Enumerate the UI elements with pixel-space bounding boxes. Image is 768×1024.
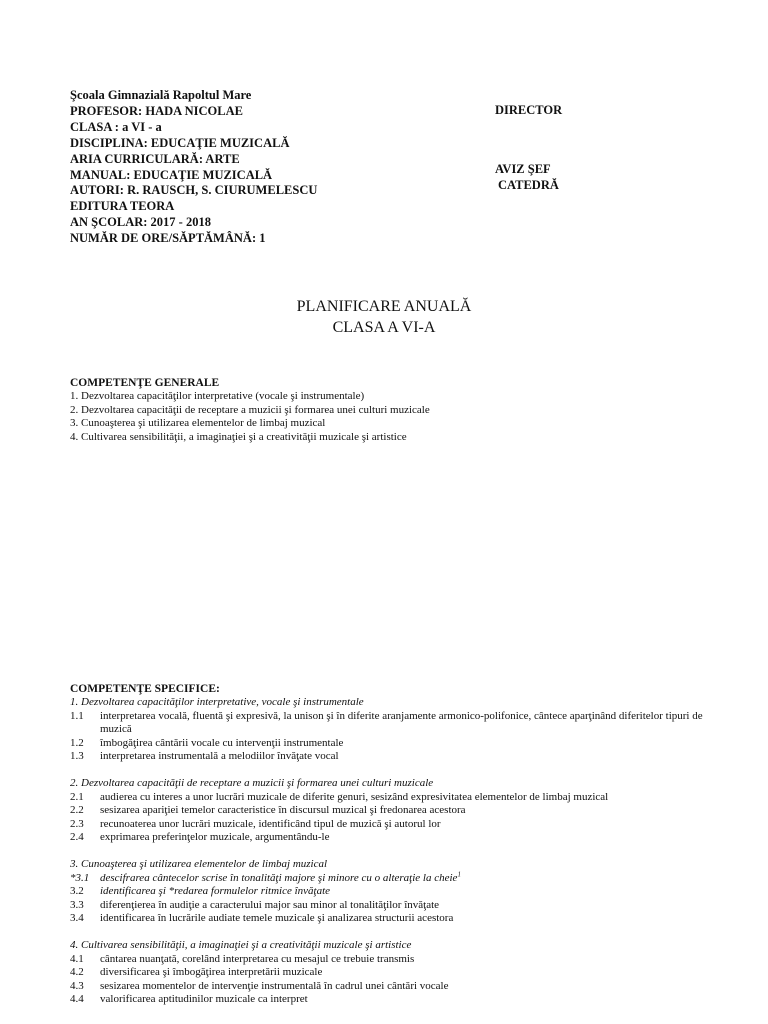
item-text: diversificarea şi îmbogăţirea interpretării muzicale	[100, 966, 323, 979]
director-label: DIRECTOR	[495, 103, 563, 117]
specific-competences-section	[70, 682, 720, 1020]
list-item	[70, 710, 720, 737]
item-text: recunoaterea unor lucrări muzicale, identificând tipul de muzică şi autorul lor	[100, 817, 441, 830]
list-item	[70, 831, 720, 845]
competence-group-3	[70, 858, 720, 926]
item-number: 4.4	[70, 993, 84, 1006]
item-number: 1.2	[70, 736, 84, 749]
item-number: 4.1	[70, 952, 84, 965]
item-number: 2.1	[70, 790, 84, 803]
item-text	[100, 869, 720, 886]
item-number: 2.3	[70, 817, 84, 830]
item-text: valorificarea aptitudinilor muzicale ca interpret	[100, 993, 308, 1006]
group-title: 2. Dezvoltarea capacităţii de receptare a muzicii şi formarea unei culturi muzicale	[70, 776, 434, 789]
approval-label: AVIZ ŞEF	[495, 162, 551, 176]
hours-per-week-line: NUMĂR DE ORE/SĂPTĂMÂNĂ: 1	[70, 231, 266, 246]
item-text: identificarea şi *redarea formulelor ritmice învăţate	[100, 885, 331, 898]
group-title: 4. Cultivarea sensibilităţii, a imaginaţiei şi a creativităţii muzicale şi artistice	[70, 938, 412, 951]
publisher-line: EDITURA TEORA	[70, 199, 175, 214]
group-title: 3. Cunoaşterea şi utilizarea elementelor de limbaj muzical	[70, 857, 328, 870]
item-number: 1.3	[70, 750, 84, 763]
teacher-line: PROFESOR: HADA NICOLAE	[70, 103, 243, 118]
item-number: 4.3	[70, 979, 84, 992]
list-item	[70, 818, 720, 832]
item-text: interpretarea vocală, fluentă şi expresivă, la unison şi în diferite aranjamente armonico-polifonice, cântece aparţinând diferitelor tipuri de muzică	[100, 709, 703, 736]
general-competence-item: 2. Dezvoltarea capacităţii de receptare a muzicii şi formarea unei culturi muzicale	[70, 403, 430, 416]
approval-block	[495, 162, 559, 194]
authors-line: AUTORI: R. RAUSCH, S. CIURUMELESCU	[70, 183, 318, 198]
item-text: exprimarea preferinţelor muzicale, argumentându-le	[100, 831, 330, 844]
title-line-2: CLASA A VI-A	[332, 319, 436, 336]
general-competence-item: 4. Cultivarea sensibilităţii, a imaginaţiei şi a creativităţii muzicale şi artistice	[70, 430, 407, 443]
list-item	[70, 953, 720, 967]
item-text: diferenţierea în audiţie a caracterului major sau minor al tonalităţilor învăţate	[100, 898, 440, 911]
item-text: cântarea nuanţată, corelând interpretarea cu mesajul ce trebuie transmis	[100, 952, 415, 965]
list-item	[70, 993, 720, 1007]
list-item	[70, 750, 720, 764]
item-text: interpretarea instrumentală a melodiilor învăţate vocal	[100, 750, 339, 763]
list-item	[70, 791, 720, 805]
competence-group-4	[70, 939, 720, 1007]
general-competences-heading: COMPETENŢE GENERALE	[70, 377, 220, 389]
item-number: *3.1	[70, 871, 90, 884]
list-item	[70, 737, 720, 751]
school-year-line: AN ŞCOLAR: 2017 - 2018	[70, 215, 211, 230]
general-competences-section	[70, 376, 710, 444]
manual-line: MANUAL: EDUCAŢIE MUZICALĂ	[70, 167, 273, 182]
list-item	[70, 980, 720, 994]
item-text: sesizarea momentelor de intervenţie instrumentală în cadrul unei cântări vocale	[100, 979, 449, 992]
discipline-line: DISCIPLINA: EDUCAŢIE MUZICALĂ	[70, 135, 290, 150]
item-number: 2.4	[70, 831, 84, 844]
item-text-main: descifrarea cântecelor scrise în tonalităţi majore şi minore cu o alteraţie la cheie	[100, 871, 458, 884]
list-item	[70, 899, 720, 913]
item-number: 3.3	[70, 898, 84, 911]
school-name: Şcoala Gimnazială Rapoltul Mare	[70, 88, 252, 102]
class-line: CLASA : a VI - a	[70, 119, 162, 134]
list-item	[70, 869, 720, 886]
title-line-1: PLANIFICARE ANUALĂ	[296, 298, 472, 315]
document-header	[70, 88, 490, 247]
specific-competences-heading: COMPETENŢE SPECIFICE:	[70, 683, 220, 695]
item-text: sesizarea apariţiei temelor caracteristice în discursul muzical şi fredonarea acestora	[100, 804, 466, 817]
general-competence-item: 1. Dezvoltarea capacităţilor interpretative (vocale şi instrumentale)	[70, 390, 365, 402]
footnote-marker: 1	[457, 869, 461, 878]
list-item	[70, 912, 720, 926]
document-title	[0, 296, 768, 338]
item-text: îmbogăţirea cântării vocale cu intervenţii instrumentale	[100, 736, 344, 749]
item-text: audierea cu interes a unor lucrări muzicale de diferite genuri, sesizând expresivitatea elementelor de limbaj muzical	[100, 790, 609, 803]
item-number: 1.1	[70, 709, 84, 722]
item-number: 3.4	[70, 912, 84, 925]
item-number: 4.2	[70, 966, 84, 979]
list-item	[70, 885, 720, 899]
competence-group-2	[70, 777, 720, 845]
department-label: CATEDRĂ	[498, 177, 559, 192]
item-text: identificarea în lucrările audiate temele muzicale şi analizarea structurii acestora	[100, 912, 454, 925]
group-title: 1. Dezvoltarea capacităţilor interpretative, vocale şi instrumentale	[70, 696, 364, 708]
list-item	[70, 966, 720, 980]
item-number: 2.2	[70, 804, 84, 817]
curricular-area-line: ARIA CURRICULARĂ: ARTE	[70, 151, 240, 166]
list-item	[70, 804, 720, 818]
competence-group-1	[70, 696, 720, 764]
item-number: 3.2	[70, 885, 84, 898]
general-competence-item: 3. Cunoaşterea şi utilizarea elementelor de limbaj muzical	[70, 417, 326, 429]
